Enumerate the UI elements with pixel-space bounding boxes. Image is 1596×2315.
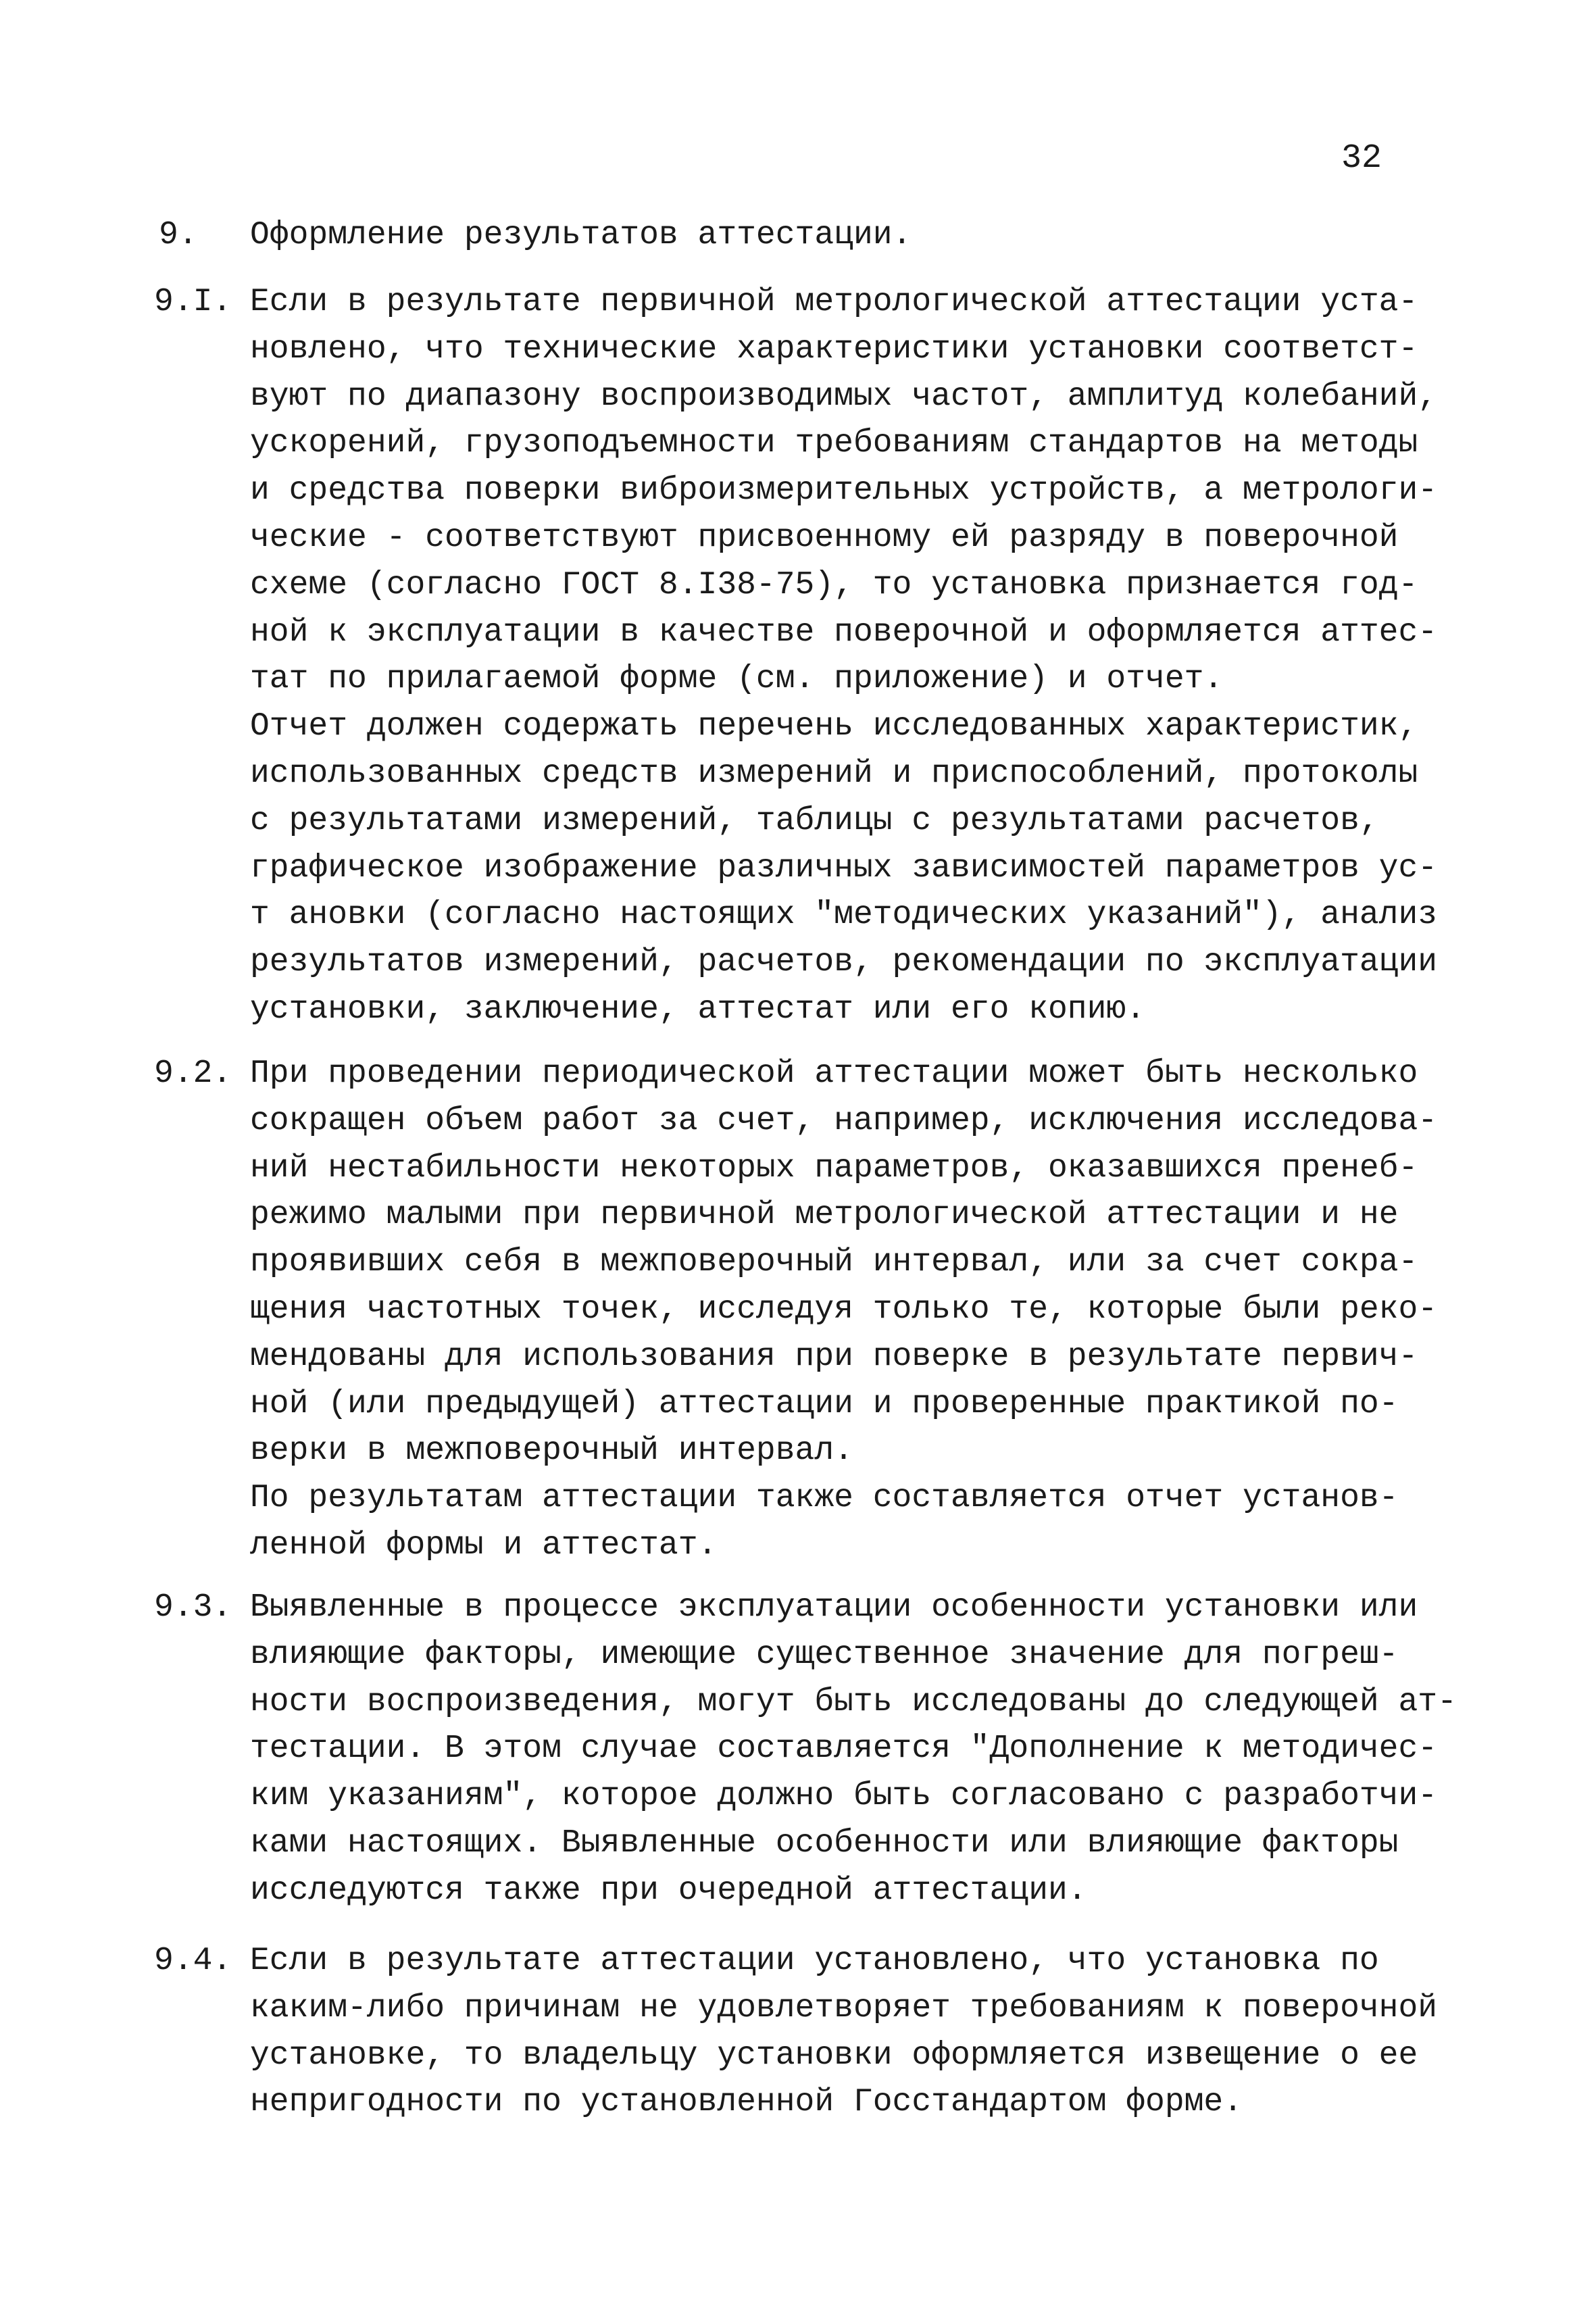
text-line: По результатам аттестации также составляется отчет установ- xyxy=(250,1480,1399,1517)
text-line: сокращен объем работ за счет, например, исключения исследова- xyxy=(250,1102,1438,1139)
text-line: исследуются также при очередной аттестации. xyxy=(250,1872,1087,1909)
text-line: Отчет должен содержать перечень исследованных характеристик, xyxy=(250,708,1418,745)
text-line: ной (или предыдущей) аттестации и проверенные практикой по- xyxy=(250,1385,1399,1422)
text-line: непригодности по установленной Госстандартом форме. xyxy=(250,2084,1243,2121)
text-line: результатов измерений, расчетов, рекомендации по эксплуатации xyxy=(250,944,1438,981)
text-line: верки в межповерочный интервал. xyxy=(250,1433,853,1470)
text-line: с результатами измерений, таблицы с результатами расчетов, xyxy=(250,802,1379,839)
text-line: щения частотных точек, исследуя только те, которые были реко- xyxy=(250,1291,1438,1328)
clause-body xyxy=(250,1938,1574,2126)
text-line: т ановки (согласно настоящих "методических указаний"), анализ xyxy=(250,897,1438,934)
section-heading-title: Оформление результатов аттестации. xyxy=(250,217,912,253)
text-line: схеме (согласно ГОСТ 8.I38-75), то установка признается год- xyxy=(250,566,1418,603)
text-line: ускорений, грузоподъемности требованиям стандартов на методы xyxy=(250,425,1418,462)
clause-body xyxy=(250,279,1574,1034)
clause-number: 9.I. xyxy=(154,284,232,320)
text-line: тат по прилагаемой форме (см. приложение) и отчет. xyxy=(250,661,1224,698)
text-line: ческие - соответствуют присвоенному ей разряду в поверочной xyxy=(250,519,1399,556)
clause-number: 9.4. xyxy=(154,1943,232,1979)
text-line: Если в результате аттестации установлено, что установка по xyxy=(250,1943,1379,1979)
text-line: ности воспроизведения, могут быть исследованы до следующей ат- xyxy=(250,1683,1457,1720)
text-line: ний нестабильности некоторых параметров, оказавшихся пренеб- xyxy=(250,1149,1418,1187)
text-line: режимо малыми при первичной метрологической аттестации и не xyxy=(250,1197,1399,1234)
clause-number: 9.2. xyxy=(154,1055,232,1092)
section-heading xyxy=(159,215,912,255)
text-line: установки, заключение, аттестат или его копию. xyxy=(250,991,1146,1028)
text-line: ленной формы и аттестат. xyxy=(250,1526,718,1564)
text-line: графическое изображение различных зависимостей параметров ус- xyxy=(250,849,1438,887)
text-line: и средства поверки виброизмерительных устройств, а метрологи- xyxy=(250,472,1438,509)
text-line: мендованы для использования при поверке в результате первич- xyxy=(250,1338,1418,1375)
clause-number: 9.3. xyxy=(154,1589,232,1626)
text-line: влияющие факторы, имеющие существенное значение для погреш- xyxy=(250,1636,1399,1673)
text-line: ками настоящих. Выявленные особенности или влияющие факторы xyxy=(250,1824,1399,1862)
text-line: При проведении периодической аттестации может быть несколько xyxy=(250,1055,1418,1092)
text-line: тестации. В этом случае составляется "Дополнение к методичес- xyxy=(250,1731,1438,1768)
text-line: ной к эксплуатации в качестве поверочной и оформляется аттес- xyxy=(250,614,1438,651)
text-line: Если в результате первичной метрологической аттестации уста- xyxy=(250,284,1418,320)
clause-body xyxy=(250,1051,1574,1570)
text-line: вуют по диапазону воспроизводимых частот, амплитуд колебаний, xyxy=(250,378,1438,415)
section-heading-number: 9. xyxy=(159,217,198,253)
text-line: ким указаниям", которое должно быть согласовано с разработчи- xyxy=(250,1778,1438,1815)
text-line: проявивших себя в межповерочный интервал, или за счет сокра- xyxy=(250,1244,1418,1281)
text-line: установке, то владельцу установки оформляется извещение о ее xyxy=(250,2037,1418,2074)
text-line: каким-либо причинам не удовлетворяет требованиям к поверочной xyxy=(250,1989,1438,2026)
text-line: Выявленные в процессе эксплуатации особенности установки или xyxy=(250,1589,1418,1626)
text-line: использованных средств измерений и приспособлений, протоколы xyxy=(250,755,1418,792)
clause-body xyxy=(250,1585,1574,1915)
page-number: 32 xyxy=(1341,139,1382,178)
text-line: новлено, что технические характеристики установки соответст- xyxy=(250,330,1418,368)
